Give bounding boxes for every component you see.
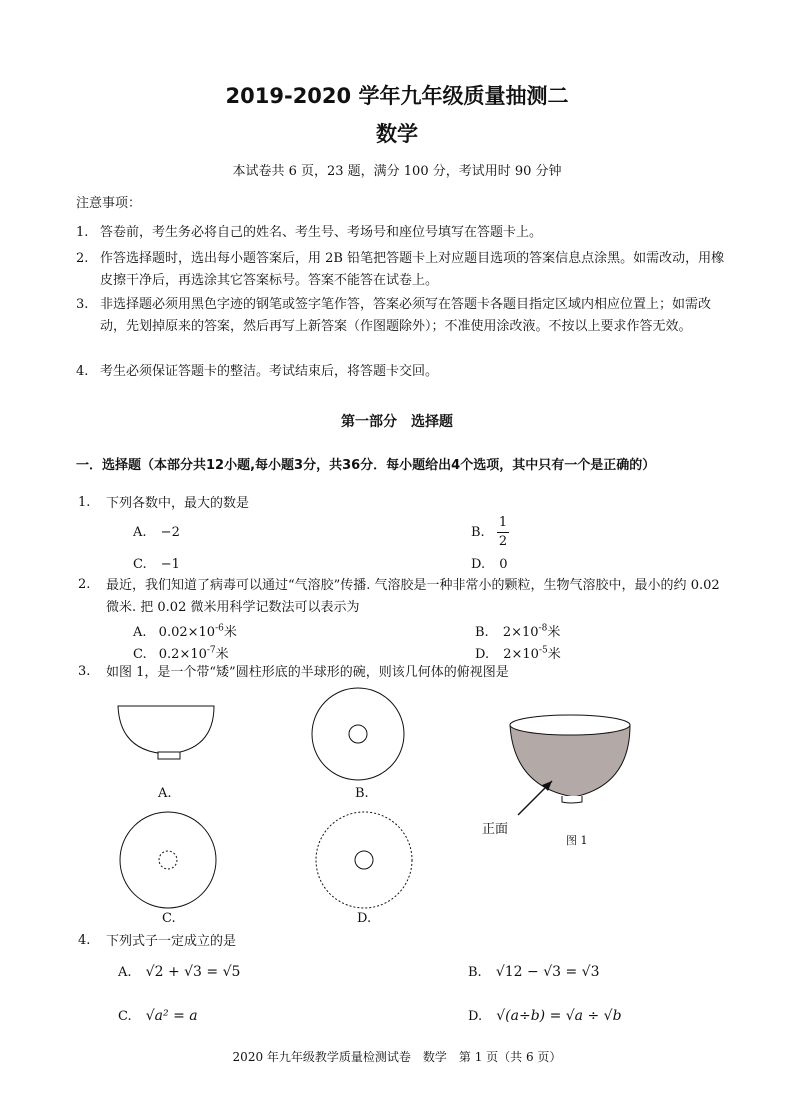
numerator: 1 — [497, 514, 509, 533]
notice-item — [76, 361, 726, 383]
option-unit: 米 — [547, 647, 561, 662]
notice-heading: 注意事项： — [76, 196, 142, 211]
option-label: D. — [475, 647, 490, 662]
option-expression: √12 − √3 = √3 — [495, 964, 600, 980]
exam-title: 2019-2020 学年九年级质量抽测二 — [225, 84, 569, 108]
notice-text: 作答选择题时，选出每小题答案后，用 2B 铅笔把答题卡上对应题目选项的答案信息点涂黑。如需改动，用橡皮擦干净后，再选涂其它答案标号。答案不能答在试卷上。 — [100, 251, 725, 288]
notice-item — [76, 294, 726, 338]
notice-number: 2. — [76, 251, 89, 266]
notice-number: 3. — [76, 297, 89, 312]
notice-number: 1. — [76, 225, 89, 240]
fraction — [497, 514, 509, 551]
option-value: −2 — [160, 525, 180, 540]
option-unit: 米 — [223, 625, 237, 640]
exam-info: 本试卷共 6 页，23 题，满分 100 分，考试用时 90 分钟 — [232, 164, 562, 179]
notice-number: 4. — [76, 364, 89, 379]
option-exponent: -7 — [206, 645, 216, 656]
option-b — [471, 514, 509, 551]
option-label: B. — [468, 965, 482, 980]
question-text: 下列各数中，最大的数是 — [106, 496, 250, 511]
option-c — [118, 1008, 198, 1024]
option-label: C. — [133, 557, 147, 572]
option-b — [468, 964, 599, 980]
option-base: 0.02×10 — [158, 625, 216, 640]
option-d — [475, 643, 561, 662]
option-base: 2×10 — [502, 625, 539, 640]
option-label: A. — [158, 786, 172, 801]
option-unit: 米 — [215, 647, 229, 662]
option-a — [118, 964, 240, 980]
option-d — [468, 1008, 622, 1024]
notice-text: 考生必须保证答题卡的整洁。考试结束后，将答题卡交回。 — [100, 364, 439, 379]
notice-text: 非选择题必须用黑色字迹的钢笔或签字笔作答，答案必须写在答题卡各题目指定区域内相应位置上；如需改动，先划掉原来的答案，然后再写上新答案（作图题除外）；不准使用涂改液。不按以上要求作答无效。 — [100, 297, 712, 334]
option-b — [475, 621, 560, 640]
option-b-figure — [308, 686, 408, 786]
option-base: 0.2×10 — [158, 647, 207, 662]
option-c — [133, 643, 229, 662]
option-label: D. — [471, 557, 486, 572]
option-d-figure — [312, 808, 416, 912]
option-label: A. — [133, 625, 147, 640]
option-base: 2×10 — [503, 647, 539, 662]
option-value: −1 — [160, 557, 180, 572]
option-c-figure — [116, 808, 220, 912]
denominator: 2 — [498, 534, 508, 549]
question-number: 3. — [78, 664, 91, 679]
option-expression: √2 + √3 = √5 — [145, 964, 241, 980]
option-label: D. — [357, 911, 372, 926]
front-label: 正面 — [482, 822, 509, 837]
option-label: C. — [118, 1009, 132, 1024]
question-number: 2. — [78, 577, 91, 592]
subject-title: 数学 — [376, 122, 418, 146]
option-c — [133, 557, 180, 572]
question-text: 最近，我们知道了病毒可以通过“气溶胶”传播. 气溶胶是一种非常小的颗粒，生物气溶胶中，最小的约 0.02 微米. 把 0.02 微米用科学记数法可以表示为 — [106, 578, 720, 615]
option-label: B. — [355, 786, 369, 801]
question-number: 4. — [78, 933, 91, 948]
option-a — [133, 621, 237, 640]
option-label: B. — [471, 525, 485, 540]
option-unit: 米 — [547, 625, 561, 640]
option-label: D. — [468, 1009, 483, 1024]
option-a-figure — [112, 700, 220, 764]
section-title: 一．选择题（本部分共12小题,每小题3分，共36分．每小题给出4个选项，其中只有一个是正确的） — [76, 458, 656, 473]
option-exponent: -6 — [215, 623, 224, 634]
question-number: 1. — [78, 495, 91, 510]
option-d — [471, 557, 508, 572]
option-exponent: -8 — [538, 623, 548, 634]
option-label: C. — [162, 911, 176, 926]
option-value: 0 — [499, 557, 508, 572]
option-label: A. — [118, 965, 132, 980]
page-footer: 2020 年九年级教学质量检测试卷 数学 第 1 页（共 6 页） — [232, 1050, 562, 1064]
figure-caption: 图 1 — [566, 834, 588, 847]
option-label: B. — [475, 625, 489, 640]
notice-item — [76, 222, 726, 244]
question-text: 下列式子一定成立的是 — [106, 934, 237, 949]
part-title: 第一部分 选择题 — [341, 414, 453, 430]
notice-text: 答卷前，考生务必将自己的姓名、考生号、考场号和座位号填写在答题卡上。 — [100, 225, 543, 240]
option-a — [133, 525, 180, 540]
option-expression: √(a÷b) = √a ÷ √b — [496, 1008, 622, 1024]
option-exponent: -5 — [538, 645, 548, 656]
notice-item — [76, 248, 726, 292]
option-label: A. — [133, 525, 147, 540]
option-label: C. — [133, 647, 147, 662]
option-expression: √a² = a — [145, 1008, 198, 1024]
question-text: 如图 1，是一个带“矮”圆柱形底的半球形的碗，则该几何体的俯视图是 — [106, 665, 509, 680]
